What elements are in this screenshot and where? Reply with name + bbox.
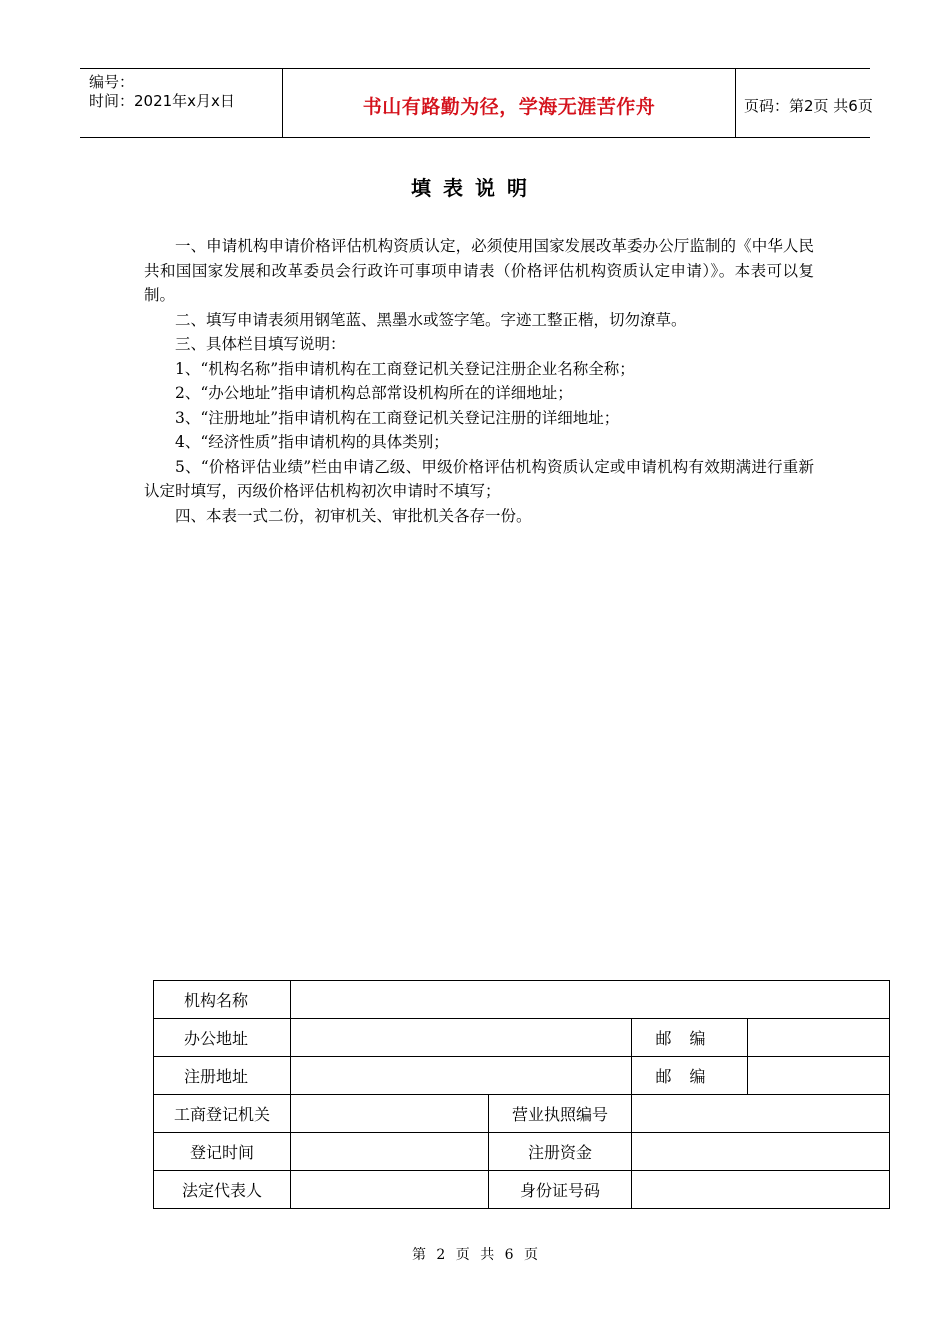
registered-address-label: 注册地址 (154, 1057, 291, 1095)
header-page-info: 页码：第2页 共6页 (744, 97, 873, 115)
license-number-label: 营业执照编号 (489, 1095, 632, 1133)
table-row (154, 1133, 890, 1171)
instruction-item: 5、“价格评估业绩”栏由申请乙级、甲级价格评估机构资质认定或申请机构有效期满进行重新认定时填写，丙级价格评估机构初次申请时不填写； (144, 457, 814, 500)
table-row (154, 1095, 890, 1133)
page-header (80, 68, 873, 138)
instruction-paragraph: 三、具体栏目填写说明： (175, 335, 346, 353)
registered-postcode-field[interactable] (748, 1057, 890, 1095)
org-name-field[interactable] (291, 981, 890, 1019)
license-number-field[interactable] (632, 1095, 890, 1133)
registered-capital-label: 注册资金 (489, 1133, 632, 1171)
page-title: 填表说明 (411, 176, 539, 200)
table-row (154, 1019, 890, 1057)
registered-postcode-label: 邮编 (632, 1057, 748, 1095)
table-row (154, 1057, 890, 1095)
page-footer: 第 2 页 共 6 页 (411, 1247, 539, 1263)
office-address-label: 办公地址 (154, 1019, 291, 1057)
registration-date-label: 登记时间 (154, 1133, 291, 1171)
registration-authority-field[interactable] (291, 1095, 489, 1133)
registered-capital-field[interactable] (632, 1133, 890, 1171)
legal-representative-field[interactable] (291, 1171, 489, 1209)
legal-representative-label: 法定代表人 (154, 1171, 291, 1209)
table-row (154, 981, 890, 1019)
office-address-field[interactable] (291, 1019, 632, 1057)
table-row (154, 1171, 890, 1209)
header-meta-cell (80, 69, 282, 137)
instruction-paragraph: 二、填写申请表须用钢笔蓝、黑墨水或签字笔。字迹工整正楷，切勿潦草。 (175, 310, 687, 329)
document-number-label: 编号： (89, 73, 135, 91)
header-motto: 书山有路勤为径，学海无涯苦作舟 (362, 96, 656, 118)
instruction-paragraph: 一、申请机构申请价格评估机构资质认定，必须使用国家发展改革委办公厅监制的《中华人民共和国国家发展和改革委员会行政许可事项申请表（价格评估机构资质认定申请）》。本表可以复制。 (144, 237, 814, 304)
registration-date-field[interactable] (291, 1133, 489, 1171)
header-motto-cell (282, 69, 736, 137)
id-number-field[interactable] (632, 1171, 890, 1209)
header-page-cell (735, 69, 873, 137)
instruction-item: 4、“经济性质”指申请机构的具体类别； (175, 433, 449, 451)
id-number-label: 身份证号码 (489, 1171, 632, 1209)
instruction-item: 2、“办公地址”指申请机构总部常设机构所在的详细地址； (175, 384, 573, 402)
office-postcode-label: 邮编 (632, 1019, 748, 1057)
registration-authority-label: 工商登记机关 (154, 1095, 291, 1133)
document-time-label: 时间：2021年x月x日 (89, 92, 235, 110)
application-form-table (153, 980, 890, 1209)
org-name-label: 机构名称 (154, 981, 291, 1019)
instruction-item: 3、“注册地址”指申请机构在工商登记机关登记注册的详细地址； (175, 408, 620, 427)
office-postcode-field[interactable] (748, 1019, 890, 1057)
instructions (144, 234, 814, 528)
registered-address-field[interactable] (291, 1057, 632, 1095)
instruction-paragraph: 四、本表一式二份，初审机关、审批机关各存一份。 (175, 506, 532, 525)
instruction-item: 1、“机构名称”指申请机构在工商登记机关登记注册企业名称全称； (175, 359, 635, 378)
